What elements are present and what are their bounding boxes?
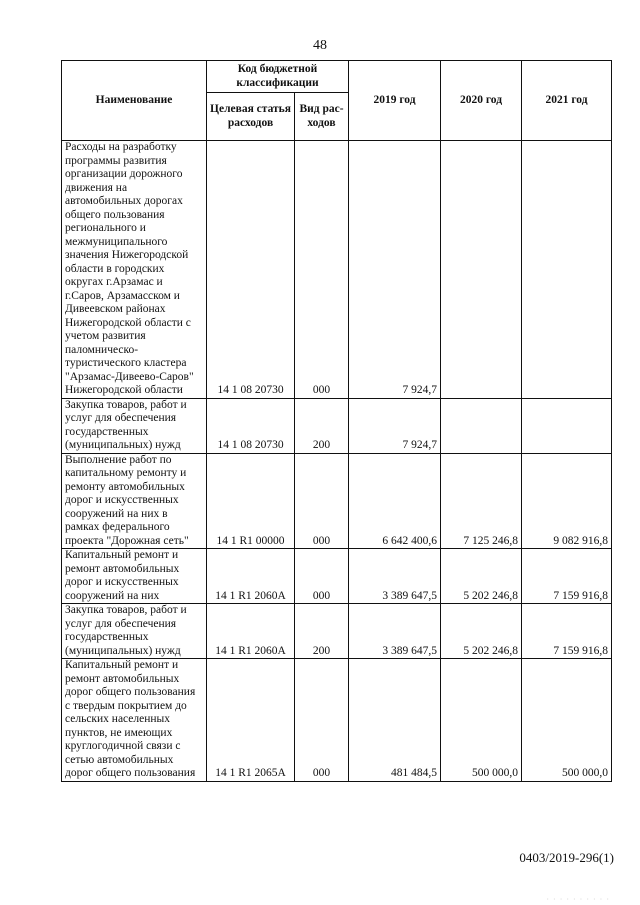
table-row (62, 549, 612, 604)
row-2021: 500 000,0 (522, 659, 612, 782)
header-target-article: Целевая статья расходов (207, 93, 295, 141)
row-2019: 3 389 647,5 (349, 549, 441, 604)
row-code: 14 1 08 20730 (207, 398, 295, 453)
row-2019: 7 924,7 (349, 398, 441, 453)
row-expense-type: 000 (295, 659, 349, 782)
row-2021: 9 082 916,8 (522, 453, 612, 549)
row-2020: 5 202 246,8 (441, 549, 522, 604)
row-2020: 7 125 246,8 (441, 453, 522, 549)
row-2019: 481 484,5 (349, 659, 441, 782)
row-2021 (522, 141, 612, 399)
table-row (62, 659, 612, 782)
row-2020 (441, 141, 522, 399)
header-name: Наименование (62, 61, 207, 141)
row-2020: 5 202 246,8 (441, 604, 522, 659)
row-expense-type: 200 (295, 398, 349, 453)
row-expense-type: 000 (295, 453, 349, 549)
row-code: 14 1 08 20730 (207, 141, 295, 399)
row-2019: 3 389 647,5 (349, 604, 441, 659)
row-name: Закупка товаров, работ и услуг для обеспечения государственных (муниципальных) нужд (62, 398, 207, 453)
row-2020 (441, 398, 522, 453)
header-2019: 2019 год (349, 61, 441, 141)
header-2021: 2021 год (522, 61, 612, 141)
row-2020: 500 000,0 (441, 659, 522, 782)
row-name: Закупка товаров, работ и услуг для обеспечения государственных (муниципальных) нужд (62, 604, 207, 659)
row-2021 (522, 398, 612, 453)
scan-artifact: · · · · · · · · · · (546, 895, 610, 904)
header-budget-code: Код бюджетной классификации (207, 61, 349, 93)
row-expense-type: 000 (295, 141, 349, 399)
row-name: Капитальный ремонт и ремонт автомобильных дорог общего пользования с твердым покрытием до сельских населенных пунктов, не имеющих круглогодичной связи с сетью автомобильных дорог общего пользования (62, 659, 207, 782)
row-name: Выполнение работ по капитальному ремонту и ремонту автомобильных дорог и искусственных сооружений на них в рамках федерального проекта "Дорожная сеть" (62, 453, 207, 549)
row-code: 14 1 R1 00000 (207, 453, 295, 549)
row-code: 14 1 R1 2060A (207, 549, 295, 604)
budget-table (61, 60, 612, 782)
table-row (62, 398, 612, 453)
header-2020: 2020 год (441, 61, 522, 141)
document-reference: 0403/2019-296(1) (519, 850, 614, 865)
row-2019: 6 642 400,6 (349, 453, 441, 549)
row-code: 14 1 R1 2065A (207, 659, 295, 782)
row-2021: 7 159 916,8 (522, 549, 612, 604)
row-2019: 7 924,7 (349, 141, 441, 399)
header-expense-type: Вид рас-ходов (295, 93, 349, 141)
table-row (62, 604, 612, 659)
row-2021: 7 159 916,8 (522, 604, 612, 659)
row-code: 14 1 R1 2060A (207, 604, 295, 659)
row-name: Расходы на разработку программы развития организации дорожного движения на автомобильных дорогах общего пользования регионального и межмуниципального значения Нижегородской области в городских округах г.Арзамас и г.Саров, Арзамасском и Дивеевском районах Нижегородской области с учетом развития паломническо-туристического кластера "Арзамас-Дивеево-Саров" Нижегородской области (62, 141, 207, 399)
table-row (62, 141, 612, 399)
row-expense-type: 000 (295, 549, 349, 604)
page-number: 48 (313, 38, 327, 53)
table-row (62, 453, 612, 549)
row-name: Капитальный ремонт и ремонт автомобильных дорог и искусственных сооружений на них (62, 549, 207, 604)
row-expense-type: 200 (295, 604, 349, 659)
